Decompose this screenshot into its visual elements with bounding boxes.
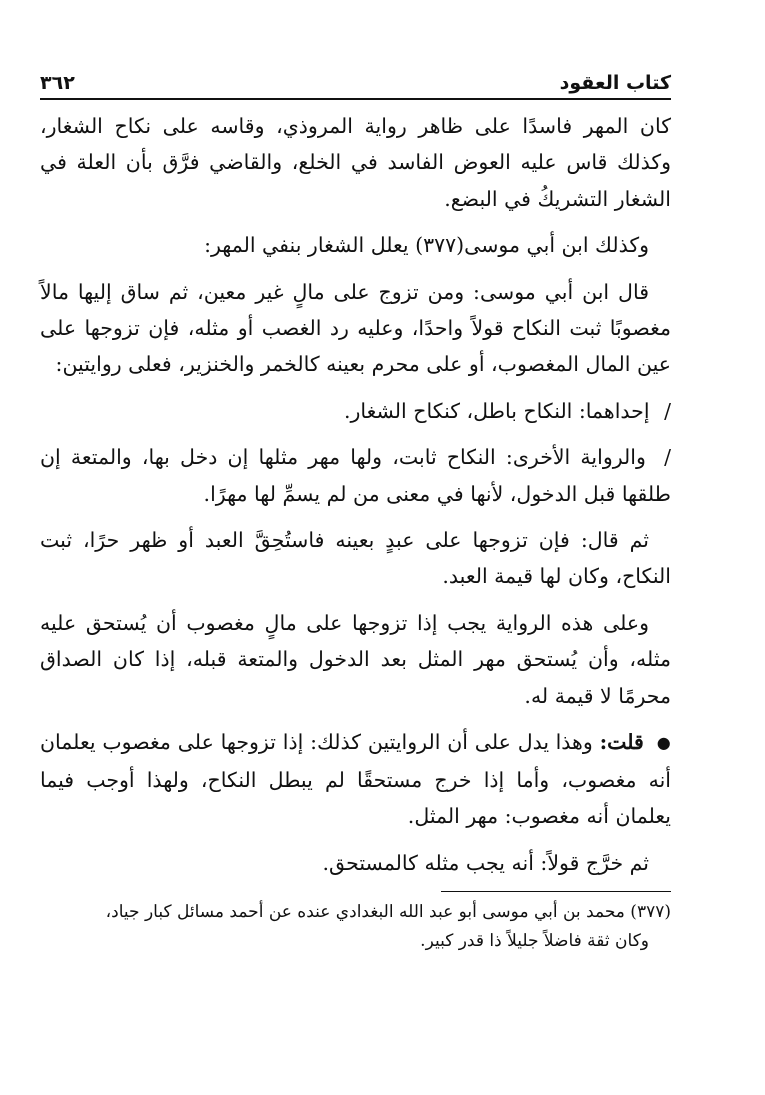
paragraph: وعلى هذه الرواية يجب إذا تزوجها على مالٍ مغصوب أن يُستحق عليه مثله، وأن يُستحق مهر المثل بعد الدخول والمتعة قبله، إذا كان الصداق محرمًا لا قيمة له. [40, 610, 671, 708]
footnotes [40, 898, 671, 956]
slash-mark: / [664, 398, 671, 423]
paragraph [40, 393, 671, 429]
paragraph: قال ابن أبي موسى: ومن تزوج على مالٍ غير معين، ثم ساق إليها مالاً مغصوبًا ثبت النكاح قولاً واحدًا، وعليه رد الغصب أو مثله، فإن تزوجها على عين المال المغصوب، أو على محرم بعينه كالخمر والخنزير، فعلى روايتين: [40, 279, 671, 377]
paragraph: ثم قال: فإن تزوجها على عبدٍ بعينه فاستُحِقَّ العبد أو ظهر حرًا، ثبت النكاح، وكان لها قيمة العبد. [40, 528, 671, 589]
paragraph: كان المهر فاسدًا على ظاهر رواية المروذي، وقاسه على نكاح الشغار، وكذلك قاس عليه العوض الفاسد في الخلع، والقاضي فرَّق بأن العلة في الشغار التشريكُ في البضع. [40, 114, 671, 211]
page-header [40, 66, 671, 100]
main-text [40, 108, 671, 881]
paragraph-text: وهذا يدل على أن الروايتين كذلك: إذا تزوجها على مغصوب يعلمان أنه مغصوب، وأما إذا خرج مستحقًا لم يبطل النكاح، ولهذا أوجب فيما يعلمان أنه مغصوب: مهر المثل. [40, 730, 671, 829]
qultu-label: قلت: [599, 730, 644, 755]
page-number: ٣٦٢ [40, 72, 75, 94]
paragraph [40, 724, 671, 835]
bullet-icon: ● [656, 733, 671, 753]
book-title: كتاب العقود [559, 72, 671, 94]
footnote-divider [441, 891, 671, 892]
paragraph: ثم خرَّج قولاً: أنه يجب مثله كالمستحق. [322, 850, 649, 875]
slash-mark: / [664, 445, 671, 470]
paragraph-text: إحداهما: النكاح باطل، كنكاح الشغار. [343, 398, 650, 423]
paragraph: وكذلك ابن أبي موسى(٣٧٧) يعلل الشغار بنفي المهر: [204, 233, 649, 258]
paragraph-text: والرواية الأخرى: النكاح ثابت، ولها مهر مثلها إن دخل بها، والمتعة إن طلقها قبل الدخول، لأنها في معنى من لم يسمِّ لها مهرًا. [40, 445, 671, 506]
paragraph [40, 439, 671, 512]
footnote-line: (٣٧٧) محمد بن أبي موسى أبو عبد الله البغدادي عنده عن أحمد مسائل كبار جياد، [105, 902, 671, 923]
footnote-line: وكان ثقة فاضلاً جليلاً ذا قدر كبير. [420, 931, 649, 952]
